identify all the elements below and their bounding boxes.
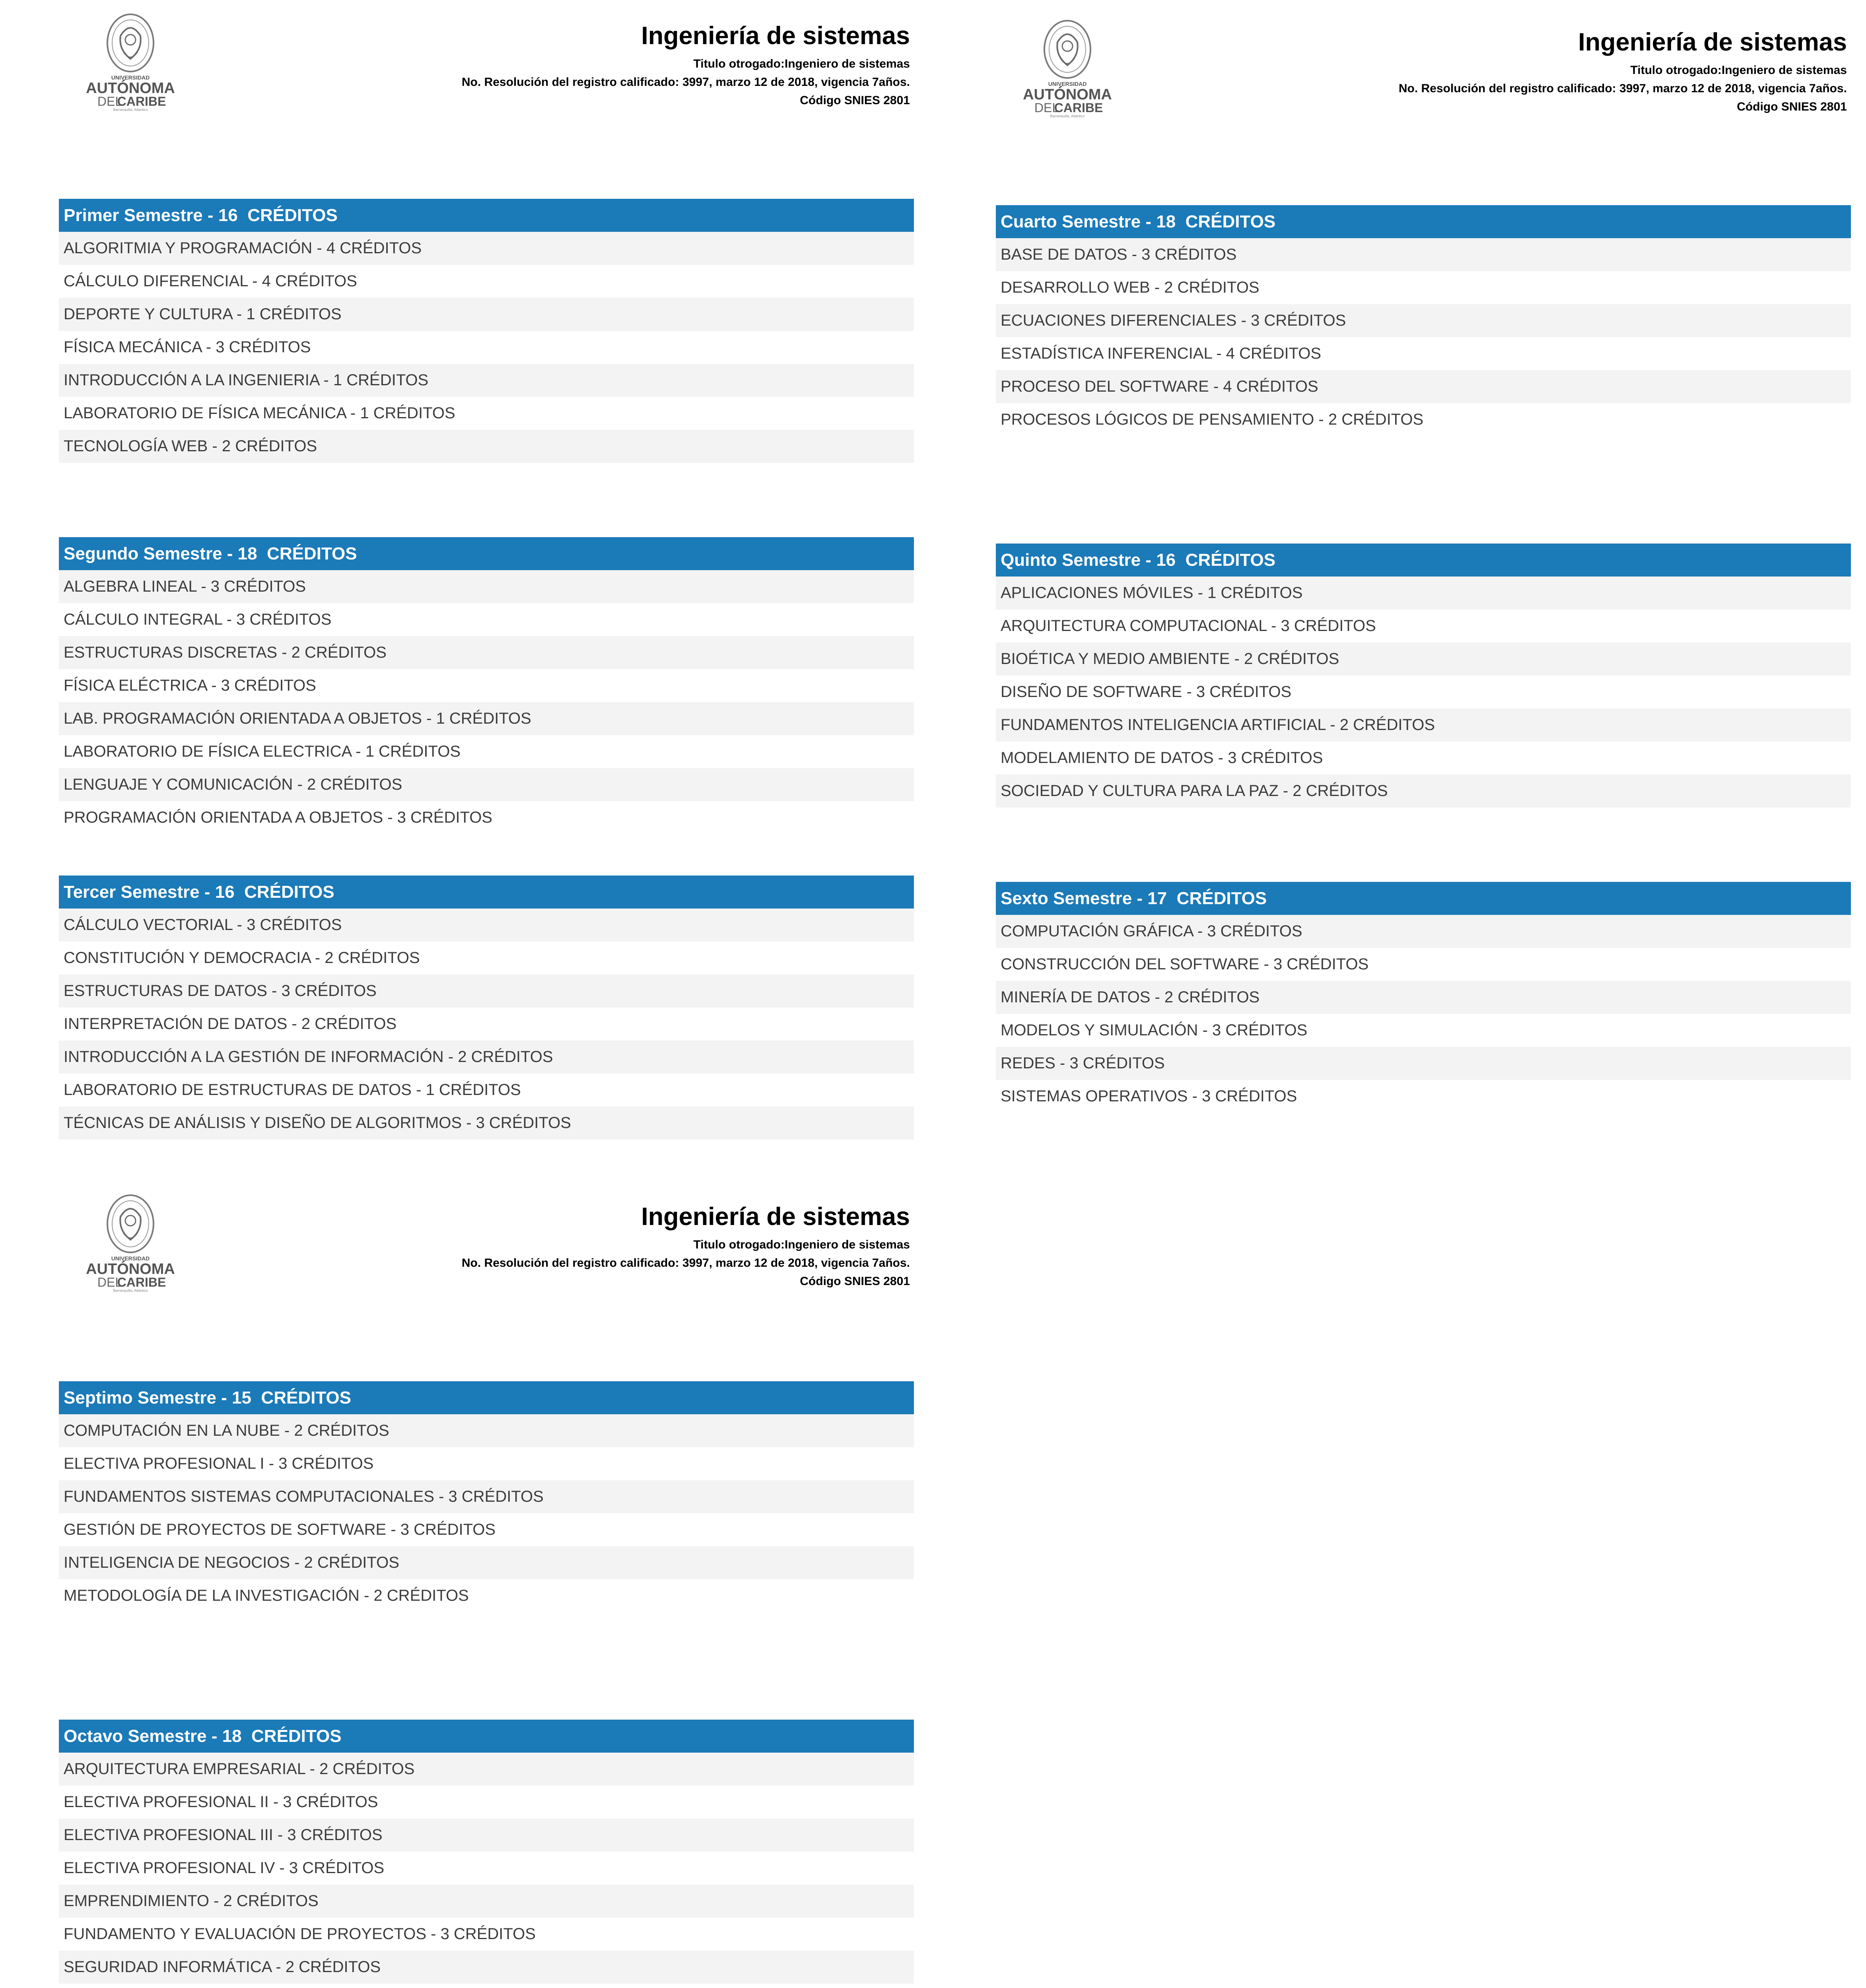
course-item: ELECTIVA PROFESIONAL IV - 3 CRÉDITOS [59, 1852, 914, 1885]
logo-text-autonoma: AUTÓNOMA [86, 1261, 175, 1277]
semester-block [59, 1720, 914, 1984]
course-item: ARQUITECTURA COMPUTACIONAL - 3 CRÉDITOS [996, 610, 1851, 643]
page-header [996, 6, 1851, 122]
semester-title: Quinto Semestre - 16 CRÉDITOS [996, 544, 1851, 577]
logo-text-del: DEL [1034, 101, 1059, 115]
semester-block [996, 882, 1851, 1113]
course-item: COMPUTACIÓN GRÁFICA - 3 CRÉDITOS [996, 915, 1851, 948]
logo-text-autonoma: AUTÓNOMA [86, 80, 175, 97]
plan-page-3 [59, 1181, 914, 1988]
course-item: FUNDAMENTOS SISTEMAS COMPUTACIONALES - 3 CRÉDITOS [59, 1480, 914, 1513]
course-item: MINERÍA DE DATOS - 2 CRÉDITOS [996, 981, 1851, 1014]
course-item: LABORATORIO DE FÍSICA ELECTRICA - 1 CRÉDITOS [59, 735, 914, 768]
page-header [59, 0, 914, 115]
semester-title: Cuarto Semestre - 18 CRÉDITOS [996, 205, 1851, 238]
resolution-text: No. Resolución del registro calificado: 3997, marzo 12 de 2018, vigencia 7años. [1398, 82, 1847, 95]
course-item: ECUACIONES DIFERENCIALES - 3 CRÉDITOS [996, 304, 1851, 337]
course-item: INTERPRETACIÓN DE DATOS - 2 CRÉDITOS [59, 1008, 914, 1041]
course-item: ALGORITMIA Y PROGRAMACIÓN - 4 CRÉDITOS [59, 232, 914, 265]
course-item: ESTADÍSTICA INFERENCIAL - 4 CRÉDITOS [996, 337, 1851, 370]
logo-text-ciudad: Barranquilla, Atlántico [1050, 114, 1085, 118]
course-item: PROGRAMACIÓN ORIENTADA A OBJETOS - 3 CRÉDITOS [59, 801, 914, 834]
course-item: LABORATORIO DE ESTRUCTURAS DE DATOS - 1 CRÉDITOS [59, 1074, 914, 1107]
course-item: FÍSICA MECÁNICA - 3 CRÉDITOS [59, 331, 914, 364]
course-item: TECNOLOGÍA WEB - 2 CRÉDITOS [59, 430, 914, 463]
course-item: CÁLCULO INTEGRAL - 3 CRÉDITOS [59, 603, 914, 636]
university-logo [83, 1193, 178, 1292]
semester-title: Sexto Semestre - 17 CRÉDITOS [996, 882, 1851, 915]
course-item: PROCESO DEL SOFTWARE - 4 CRÉDITOS [996, 370, 1851, 403]
semester-block [59, 199, 914, 463]
logo-text-universidad: UNIVERSIDAD [1048, 81, 1087, 87]
snies-code: Código SNIES 2801 [1737, 100, 1847, 113]
logo-text-del: DEL [97, 1275, 122, 1289]
course-item: LAB. PROGRAMACIÓN ORIENTADA A OBJETOS - 1 CRÉDITOS [59, 702, 914, 735]
course-item: CONSTRUCCIÓN DEL SOFTWARE - 3 CRÉDITOS [996, 948, 1851, 981]
course-item: TÉCNICAS DE ANÁLISIS Y DISEÑO DE ALGORITMOS - 3 CRÉDITOS [59, 1107, 914, 1140]
semester-block [59, 1381, 914, 1612]
course-item: CÁLCULO DIFERENCIAL - 4 CRÉDITOS [59, 265, 914, 298]
semester-block [996, 544, 1851, 808]
resolution-text: No. Resolución del registro calificado: 3997, marzo 12 de 2018, vigencia 7años. [461, 76, 910, 89]
logo-text-autonoma: AUTÓNOMA [1023, 86, 1112, 103]
course-item: APLICACIONES MÓVILES - 1 CRÉDITOS [996, 577, 1851, 610]
logo-text-ciudad: Barranquilla, Atlántico [113, 1289, 148, 1292]
logo-text-caribe: CARIBE [1054, 101, 1103, 115]
course-item: BASE DE DATOS - 3 CRÉDITOS [996, 238, 1851, 271]
course-item: CÁLCULO VECTORIAL - 3 CRÉDITOS [59, 909, 914, 942]
university-logo [83, 12, 178, 111]
logo-text-universidad: UNIVERSIDAD [111, 74, 150, 81]
university-logo [1020, 18, 1115, 118]
course-item: PROCESOS LÓGICOS DE PENSAMIENTO - 2 CRÉDITOS [996, 403, 1851, 436]
logo-text-ciudad: Barranquilla, Atlántico [113, 108, 148, 111]
degree-title: Titulo otrogado:Ingeniero de sistemas [693, 1238, 910, 1251]
course-item: ELECTIVA PROFESIONAL I - 3 CRÉDITOS [59, 1447, 914, 1480]
course-item: MODELOS Y SIMULACIÓN - 3 CRÉDITOS [996, 1014, 1851, 1047]
course-item: DISEÑO DE SOFTWARE - 3 CRÉDITOS [996, 676, 1851, 709]
course-item: LABORATORIO DE FÍSICA MECÁNICA - 1 CRÉDITOS [59, 397, 914, 430]
course-item: EMPRENDIMIENTO - 2 CRÉDITOS [59, 1885, 914, 1918]
course-item: BIOÉTICA Y MEDIO AMBIENTE - 2 CRÉDITOS [996, 643, 1851, 676]
course-item: DESARROLLO WEB - 2 CRÉDITOS [996, 271, 1851, 304]
header-text [462, 20, 910, 110]
snies-code: Código SNIES 2801 [800, 1275, 910, 1288]
course-item: ESTRUCTURAS DE DATOS - 3 CRÉDITOS [59, 975, 914, 1008]
course-item: SISTEMAS OPERATIVOS - 3 CRÉDITOS [996, 1080, 1851, 1113]
course-list [59, 232, 914, 463]
logo-text-caribe: CARIBE [117, 1275, 166, 1289]
course-list [996, 238, 1851, 436]
degree-title: Titulo otrogado:Ingeniero de sistemas [693, 57, 910, 70]
header-text [1399, 26, 1847, 116]
program-title: Ingeniería de sistemas [641, 1203, 910, 1231]
resolution-text: No. Resolución del registro calificado: 3997, marzo 12 de 2018, vigencia 7años. [461, 1256, 910, 1270]
course-item: INTELIGENCIA DE NEGOCIOS - 2 CRÉDITOS [59, 1546, 914, 1579]
semester-title: Tercer Semestre - 16 CRÉDITOS [59, 876, 914, 909]
header-text [462, 1201, 910, 1291]
snies-code: Código SNIES 2801 [800, 94, 910, 107]
course-item: CONSTITUCIÓN Y DEMOCRACIA - 2 CRÉDITOS [59, 942, 914, 975]
course-item: ESTRUCTURAS DISCRETAS - 2 CRÉDITOS [59, 636, 914, 669]
course-list [59, 1414, 914, 1612]
course-item: MODELAMIENTO DE DATOS - 3 CRÉDITOS [996, 742, 1851, 775]
course-item: FÍSICA ELÉCTRICA - 3 CRÉDITOS [59, 669, 914, 702]
course-item: ARQUITECTURA EMPRESARIAL - 2 CRÉDITOS [59, 1753, 914, 1786]
course-item: COMPUTACIÓN EN LA NUBE - 2 CRÉDITOS [59, 1414, 914, 1447]
semester-title: Septimo Semestre - 15 CRÉDITOS [59, 1381, 914, 1414]
course-item: REDES - 3 CRÉDITOS [996, 1047, 1851, 1080]
course-item: INTRODUCCIÓN A LA GESTIÓN DE INFORMACIÓN - 2 CRÉDITOS [59, 1041, 914, 1074]
course-item: ELECTIVA PROFESIONAL III - 3 CRÉDITOS [59, 1819, 914, 1852]
program-title: Ingeniería de sistemas [1578, 28, 1847, 56]
course-list [996, 915, 1851, 1113]
course-item: ALGEBRA LINEAL - 3 CRÉDITOS [59, 570, 914, 603]
semester-title: Primer Semestre - 16 CRÉDITOS [59, 199, 914, 232]
course-item: FUNDAMENTOS INTELIGENCIA ARTIFICIAL - 2 CRÉDITOS [996, 709, 1851, 742]
semester-block [59, 876, 914, 1140]
course-item: GESTIÓN DE PROYECTOS DE SOFTWARE - 3 CRÉDITOS [59, 1513, 914, 1546]
page-header [59, 1181, 914, 1296]
course-item: INTRODUCCIÓN A LA INGENIERIA - 1 CRÉDITOS [59, 364, 914, 397]
program-title: Ingeniería de sistemas [641, 22, 910, 50]
course-list [59, 1753, 914, 1984]
course-item: LENGUAJE Y COMUNICACIÓN - 2 CRÉDITOS [59, 768, 914, 801]
course-item: METODOLOGÍA DE LA INVESTIGACIÓN - 2 CRÉDITOS [59, 1579, 914, 1612]
course-list [59, 570, 914, 834]
logo-text-universidad: UNIVERSIDAD [111, 1255, 150, 1262]
logo-text-del: DEL [97, 94, 122, 109]
plan-page-1 [59, 0, 914, 1153]
course-item: DEPORTE Y CULTURA - 1 CRÉDITOS [59, 298, 914, 331]
course-list [996, 577, 1851, 808]
course-list [59, 909, 914, 1140]
semester-block [59, 537, 914, 834]
course-item: ELECTIVA PROFESIONAL II - 3 CRÉDITOS [59, 1786, 914, 1819]
logo-text-caribe: CARIBE [117, 94, 166, 109]
semester-title: Octavo Semestre - 18 CRÉDITOS [59, 1720, 914, 1753]
semester-block [996, 205, 1851, 436]
plan-page-2 [996, 6, 1851, 1159]
course-item: SOCIEDAD Y CULTURA PARA LA PAZ - 2 CRÉDITOS [996, 775, 1851, 808]
degree-title: Titulo otrogado:Ingeniero de sistemas [1630, 64, 1847, 77]
semester-title: Segundo Semestre - 18 CRÉDITOS [59, 537, 914, 570]
course-item: SEGURIDAD INFORMÁTICA - 2 CRÉDITOS [59, 1951, 914, 1984]
course-item: FUNDAMENTO Y EVALUACIÓN DE PROYECTOS - 3 CRÉDITOS [59, 1918, 914, 1951]
